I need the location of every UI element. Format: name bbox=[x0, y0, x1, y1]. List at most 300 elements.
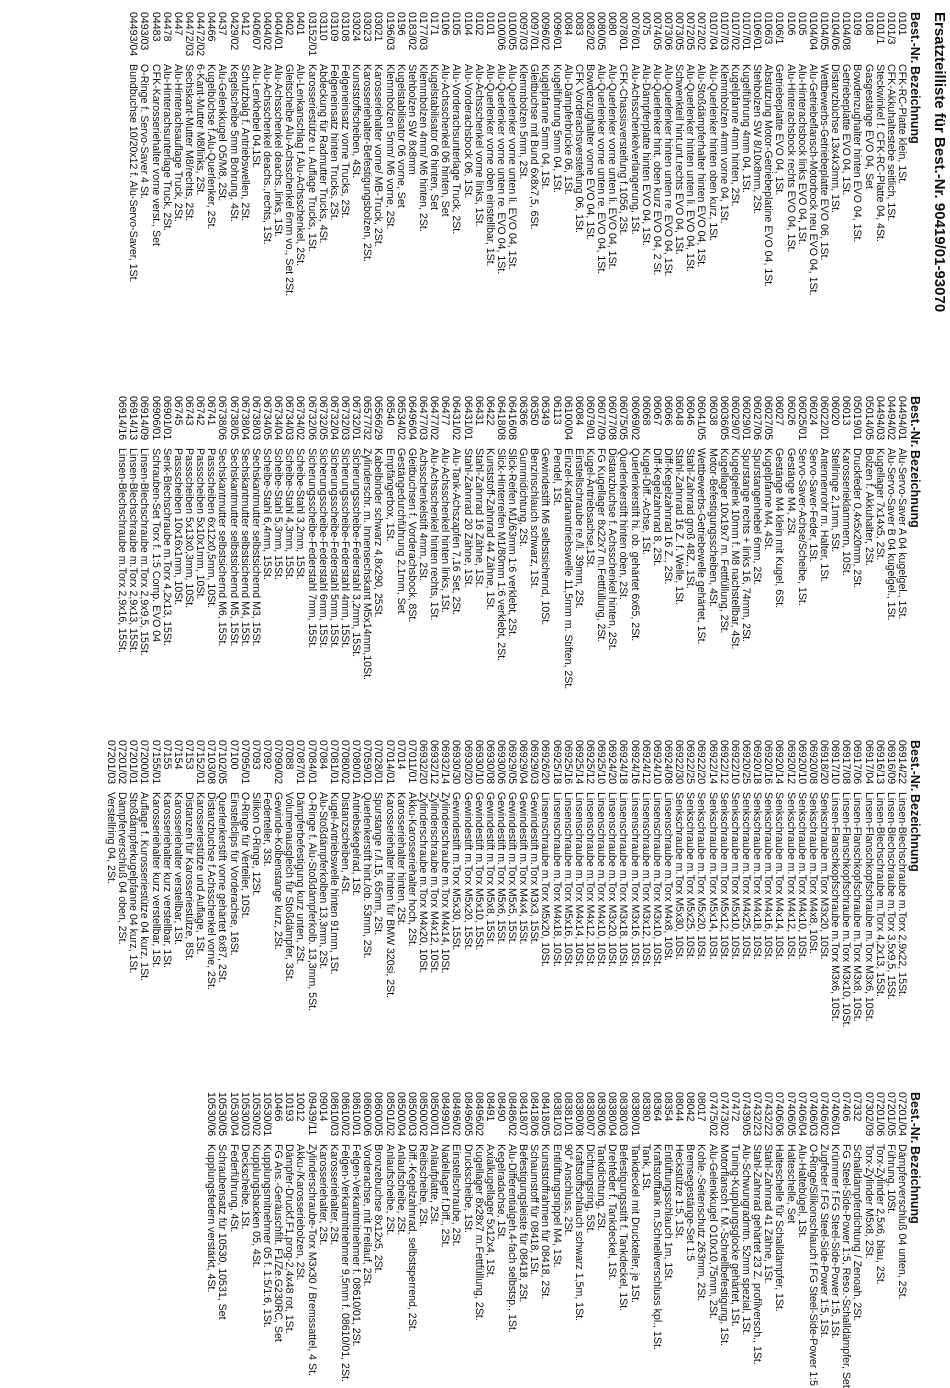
part-row bbox=[328, 12, 339, 296]
part-description: Axialkugellager 5x12x4, 1St. bbox=[483, 1144, 496, 1278]
part-description: Senkschraube m.Torx M5x30, 10St. bbox=[673, 792, 686, 960]
part-row bbox=[205, 396, 216, 689]
part-description: Diff.-Kegelzahnrad, selbstsperrend, 2St. bbox=[405, 1144, 418, 1332]
part-row bbox=[239, 12, 250, 296]
column-header bbox=[907, 396, 922, 689]
part-row bbox=[885, 12, 896, 296]
part-row bbox=[751, 740, 762, 1028]
part-row bbox=[740, 12, 751, 296]
header-description: Bezeichnung bbox=[908, 794, 922, 872]
part-number: 08610/03 bbox=[327, 1092, 340, 1137]
part-row bbox=[673, 396, 684, 689]
part-number: 06732/01 bbox=[350, 396, 363, 441]
part-row bbox=[283, 740, 294, 1028]
part-description: Federführung, 4St. bbox=[227, 1144, 240, 1233]
part-number: 0097/03 bbox=[517, 12, 530, 51]
part-number: 0106/1 bbox=[773, 12, 786, 45]
part-row bbox=[662, 740, 673, 1028]
part-row bbox=[317, 12, 328, 296]
part-number: 05019/01 bbox=[851, 396, 864, 441]
part-row bbox=[161, 740, 172, 1028]
part-number: 06929/04 bbox=[517, 740, 530, 785]
part-number: 06077/08 bbox=[606, 396, 619, 441]
part-row bbox=[383, 1092, 394, 1388]
part-description: Reibscheibe, 2St. bbox=[416, 1144, 429, 1228]
part-description: Alu-Hinterachsauflage Truck, 2St. bbox=[171, 64, 184, 222]
part-row bbox=[305, 396, 316, 689]
part-description: Karosserieklammern, 10St. bbox=[840, 448, 853, 576]
part-number: 0084 bbox=[561, 12, 574, 36]
part-number: 0104/04 bbox=[806, 12, 819, 51]
part-description: Sechskantmutter selbstsichernd M5, 15St. bbox=[227, 448, 240, 647]
part-row bbox=[417, 12, 428, 296]
part-row bbox=[161, 396, 172, 689]
part-description: Alu-Dämpferbrücke 06, 1St. bbox=[561, 64, 574, 195]
header-order-number: Best.-Nr. bbox=[908, 12, 922, 64]
part-row bbox=[294, 740, 305, 1028]
part-description: Anlaufplatte, 2St. bbox=[428, 1144, 441, 1225]
part-description: Karosseriehalter kurz verstellbar, 1St. bbox=[160, 792, 173, 969]
part-row bbox=[773, 740, 784, 1028]
part-row bbox=[250, 1092, 261, 1388]
part-description: Scheibe-Stahl 4,3mm, 15St. bbox=[283, 448, 296, 580]
part-number: 10530/02 bbox=[249, 1092, 262, 1137]
part-number: 06416/08 bbox=[506, 396, 519, 441]
part-number: 04472/03 bbox=[183, 12, 195, 57]
part-number: 07472 bbox=[728, 1092, 741, 1122]
part-number: 0097/01 bbox=[528, 12, 541, 51]
part-description: FG Ans.-Geräuschfilt. F1/Ze.G230RC, Set bbox=[272, 1144, 285, 1342]
part-description: Kugelpfanne M4, 4St. bbox=[762, 448, 775, 550]
part-row bbox=[495, 12, 506, 296]
part-number: 07302/09 bbox=[862, 1092, 875, 1137]
part-number: 06075/05 bbox=[617, 396, 630, 441]
part-description: Stahl-Zahnrad groß 48Z., 1St. bbox=[684, 448, 697, 589]
part-description: Karosseriehalter hinten, 2St. bbox=[394, 792, 407, 926]
part-description: Zylinderschraube-Torx M3x30 / Bremssattel, 4 St. bbox=[305, 1144, 318, 1376]
part-number: 0196 bbox=[394, 12, 407, 36]
part-row bbox=[172, 12, 183, 296]
part-number: 0107/02 bbox=[728, 12, 741, 51]
part-row bbox=[350, 12, 361, 296]
part-number: 0073/05 bbox=[673, 12, 686, 51]
part-number: 07406/06 bbox=[773, 1092, 786, 1137]
part-description: O-Ringe für Verteiler, 10St. bbox=[238, 792, 251, 919]
part-number: 06038 bbox=[706, 396, 719, 426]
part-number: 06914/09 bbox=[138, 396, 151, 441]
part-row bbox=[439, 396, 450, 689]
part-row bbox=[784, 1092, 795, 1388]
part-number: 08600/06 bbox=[361, 1092, 374, 1137]
part-description: Silikon O-Ringe, 12St. bbox=[249, 792, 262, 897]
part-description: Zylinderschraube m.Torx M4x14, 10St. bbox=[439, 792, 452, 974]
part-row bbox=[528, 396, 539, 689]
part-row bbox=[272, 12, 283, 296]
part-number: 0106/01 bbox=[751, 12, 764, 51]
part-row bbox=[784, 740, 795, 1028]
part-number: 07406/02 bbox=[818, 1092, 831, 1137]
part-description: Senkschraube m.Torx M4x10, 10St. bbox=[795, 792, 808, 960]
part-row bbox=[149, 396, 160, 689]
part-row bbox=[283, 12, 294, 296]
part-row bbox=[718, 1092, 729, 1388]
part-number: 06924/12 bbox=[639, 740, 652, 785]
part-row bbox=[862, 396, 873, 689]
part-description: Tank, 1St. bbox=[639, 1144, 652, 1192]
part-description: Distanzscheiben, 4St. bbox=[338, 792, 351, 895]
part-row bbox=[227, 396, 238, 689]
part-description: Linsenschraube m.Torx M5x16, 10St. bbox=[561, 792, 574, 967]
part-row bbox=[617, 396, 628, 689]
part-row bbox=[784, 396, 795, 689]
part-number: 0080/05 bbox=[595, 12, 608, 51]
part-row bbox=[339, 1092, 350, 1388]
part-description: Linsen-Blechschraube m.Torx 2,9x13, 15St. bbox=[127, 448, 140, 653]
part-description: Querlenkerstift hi. ob. gehärtet 6x65, 2St. bbox=[628, 448, 641, 642]
part-description: Alu-Querlenker hinten unten re. EVO 04, 1St. bbox=[662, 64, 675, 277]
part-description: Druckfeder 0,4x5x20mm, 2St. bbox=[851, 448, 864, 589]
part-description: Gewindestift m.Torx M5x6, 15St. bbox=[494, 792, 507, 945]
part-description: Sicherungsscheibe-Federstahl 6mm, 15St. bbox=[316, 448, 329, 649]
part-description: Alu-Achsschenkel hinten rechts, 1St. bbox=[428, 448, 441, 621]
part-number: 09439/11 bbox=[305, 1092, 318, 1136]
part-description: Führung, 10St. bbox=[884, 1144, 897, 1215]
part-row bbox=[740, 740, 751, 1028]
part-description: Stahl-Zahnrad gehärtet 23 Z. profilversch., 1St. bbox=[751, 1144, 764, 1365]
part-row bbox=[461, 740, 472, 1028]
part-description: Gleitbuchsen f. Vorderachsbock, 8St. bbox=[405, 448, 418, 623]
part-number: 06066 bbox=[662, 396, 675, 426]
part-row bbox=[851, 396, 862, 689]
part-row bbox=[539, 396, 550, 689]
part-description: Abstützung Motor-Getriebeplatine EVO 04, 1St. bbox=[762, 64, 775, 288]
part-number: 06026 bbox=[784, 396, 797, 426]
part-description: Zylinderschraube m.Torx M4x20, 10St. bbox=[416, 792, 429, 974]
part-row bbox=[105, 740, 116, 1028]
part-description: Felgeneinsatz vorne Trucks, 2St. bbox=[338, 64, 351, 219]
part-description: Linsen-Blechschraube m.Torx 2,9x9,5, 15St. bbox=[138, 448, 151, 656]
part-description: Servo-Saver-Feder, 1St. bbox=[806, 448, 819, 563]
part-row bbox=[439, 12, 450, 296]
part-description: Gestänge M4, 2St. bbox=[784, 448, 797, 537]
part-row bbox=[149, 12, 160, 296]
part-number: 06930/08 bbox=[483, 740, 496, 785]
part-number: 06734/02 bbox=[294, 396, 307, 441]
part-description: Getriebeplatte EVO 04, 1St. bbox=[773, 64, 786, 196]
part-row bbox=[473, 740, 484, 1028]
part-number: 0096/01 bbox=[550, 12, 563, 51]
part-description: Senk-Blechschraube m.Torx 4,2x13, 15St. bbox=[160, 448, 173, 646]
part-number: 0104/08 bbox=[840, 12, 853, 51]
part-description: Gewinde-Kolbenstange kurz, 2St. bbox=[272, 792, 285, 950]
part-description: Kugellager 7x14x5, 2St. bbox=[873, 448, 886, 561]
part-number: 07059/01 bbox=[361, 740, 374, 785]
part-number: 07152/01 bbox=[194, 740, 207, 785]
part-row bbox=[573, 396, 584, 689]
part-number: 10530/06 bbox=[205, 1092, 218, 1137]
part-row bbox=[339, 396, 350, 689]
part-number: 06924/16 bbox=[628, 740, 641, 785]
part-description: Felgen-Verkantmitnehmer f. 08610/01, 2St. bbox=[350, 1144, 363, 1347]
part-description: Einstellschraube re./li. 39mm, 2St. bbox=[572, 448, 585, 609]
part-row bbox=[729, 12, 740, 296]
part-row bbox=[818, 740, 829, 1028]
part-description: Senkschraube m.Torx M3x20, 10St. bbox=[818, 792, 831, 960]
part-row bbox=[305, 12, 316, 296]
part-number: 06922/20 bbox=[695, 740, 708, 785]
part-description: Bolzen f. Akkuhalter, 2St. bbox=[862, 448, 875, 566]
part-number: 0074/05 bbox=[650, 12, 663, 51]
part-description: Alu-Servo-Saver B 04 kugelgel., 1St. bbox=[884, 448, 897, 621]
part-description: Alu-Achsschenkel 06 hinten, Set bbox=[439, 64, 452, 217]
part-description: Einzel-Kardanantriebswelle 11,5mm m. Stiften, 2St. bbox=[561, 448, 574, 690]
part-description: Kugelgelenk 10mm f. M8 nachstellbar, 4St. bbox=[728, 448, 741, 650]
part-number: 08381/01 bbox=[561, 1092, 574, 1137]
part-description: Alu-Getriebeflansch-Motorbock neu EVO 04, 1St. bbox=[806, 64, 819, 296]
part-row bbox=[428, 396, 439, 689]
part-number: 07201/03 bbox=[105, 740, 118, 785]
part-row bbox=[651, 740, 662, 1028]
part-number: 07475/02 bbox=[706, 1092, 719, 1137]
part-row bbox=[595, 740, 606, 1028]
part-description: Senkschraube m.Torx M5x14, 10St. bbox=[706, 792, 719, 960]
part-row bbox=[651, 396, 662, 689]
part-row bbox=[450, 12, 461, 296]
part-row bbox=[461, 12, 472, 296]
part-number: 0404/01 bbox=[272, 12, 285, 51]
part-description: Tuning-Kupplungsglocke gehärtet, 1St. bbox=[728, 1144, 741, 1327]
part-number: 07201/04 bbox=[896, 1092, 908, 1137]
part-number: 0171 bbox=[428, 12, 441, 36]
part-number: 07473/02 bbox=[717, 1092, 730, 1137]
part-row bbox=[194, 740, 205, 1028]
part-description: Kegelscheibe 5mm Bohrung, 4St. bbox=[227, 64, 240, 222]
part-row bbox=[261, 396, 272, 689]
part-number: 06027/05 bbox=[762, 396, 775, 441]
header-description: Bezeichnung bbox=[908, 66, 922, 144]
part-row bbox=[372, 740, 383, 1028]
part-description: Kupplungsmitnehmer 05 f. 1:5/1:6, 1St. bbox=[260, 1144, 273, 1328]
part-number: 08380 bbox=[639, 1092, 652, 1122]
part-description: Stehbolzen SW 8x8mm bbox=[405, 64, 418, 175]
part-row bbox=[885, 396, 896, 689]
part-description: Antennenrohr m. Halter, 1St. bbox=[818, 448, 831, 583]
part-row bbox=[138, 740, 149, 1028]
header-description: Bezeichnung bbox=[908, 1146, 922, 1224]
part-description: Stehbolzen SW 8/10x8mm, 2St. bbox=[751, 64, 764, 215]
part-description: Kunststoffscheiben, 4St. bbox=[350, 64, 363, 179]
part-number: 0072/05 bbox=[684, 12, 697, 51]
part-description: Senkschraube m.Torx M4x14, 10St. bbox=[773, 792, 786, 960]
part-number: 06922/14 bbox=[706, 740, 719, 785]
part-row bbox=[628, 1092, 639, 1388]
part-number: 06932/14 bbox=[439, 740, 452, 785]
part-description: Gewindestift m.Torx M5x20, 15St. bbox=[461, 792, 474, 951]
part-description: Querlenkerstift vorne gehärtet 6x87, 2St. bbox=[216, 792, 229, 983]
part-number: 06020 bbox=[829, 396, 842, 426]
part-description: Torx-Zylinder 2,5x6, blau, 2St. bbox=[873, 1144, 886, 1285]
part-number: 07080/02 bbox=[338, 740, 351, 785]
part-row bbox=[250, 396, 261, 689]
part-row bbox=[506, 12, 517, 296]
part-number: 07028/01 bbox=[372, 740, 385, 785]
part-number: 0447 bbox=[171, 12, 184, 36]
part-row bbox=[517, 12, 528, 296]
part-description: O-Ringe f. Servo-Saver 4 St. bbox=[138, 64, 151, 199]
part-description: Alu-Hinterachsbock links EVO 04, 1St. bbox=[795, 64, 808, 245]
part-row bbox=[640, 12, 651, 296]
part-row bbox=[562, 740, 573, 1028]
part-number: 07014/01 bbox=[383, 740, 396, 785]
part-number: 0104/06 bbox=[829, 12, 842, 51]
part-row bbox=[495, 740, 506, 1028]
part-description: Motorflansch f. M.-Schnellbefestigung, 1St. bbox=[717, 1144, 730, 1346]
part-number: 09014 bbox=[316, 1092, 329, 1122]
part-row bbox=[807, 12, 818, 296]
part-number: 06926/20 bbox=[539, 740, 552, 785]
part-number: 06920/16 bbox=[762, 740, 775, 785]
part-row bbox=[628, 12, 639, 296]
part-number: 06422 bbox=[483, 396, 496, 426]
part-number: 0101 bbox=[896, 12, 908, 36]
part-number: 06566/29 bbox=[372, 396, 385, 441]
part-row bbox=[662, 1092, 673, 1388]
part-row bbox=[361, 396, 372, 689]
part-number: 0177/03 bbox=[416, 12, 429, 51]
part-description: Linsen-Blechschraube m.Torx 2,9x22, 15St. bbox=[896, 792, 908, 997]
part-number: 06930/06 bbox=[494, 740, 507, 785]
part-number: 06924/08 bbox=[662, 740, 675, 785]
part-row bbox=[751, 396, 762, 689]
part-description: Kugelführung 4mm 04, 1St. bbox=[740, 64, 753, 193]
part-description: CFK-RC-Platte klein, 1St. bbox=[896, 64, 908, 185]
part-description: Servo-Saver-Achse/Scheibe, 1St. bbox=[795, 448, 808, 606]
part-row bbox=[395, 396, 406, 689]
part-description: Kugelpfanne 4mm hinten, 2St. bbox=[728, 64, 741, 207]
part-number: 07200/01 bbox=[138, 740, 151, 785]
part-row bbox=[194, 12, 205, 296]
part-description: Passscheiben 5x13x0,3mm, 10St. bbox=[183, 448, 195, 609]
part-description: Sicherungsscheibe-Federstahl 4mm, 15St. bbox=[338, 448, 351, 649]
part-description: Gewindestift m.Torx M4x4, 15St. bbox=[517, 792, 530, 945]
part-row bbox=[662, 396, 673, 689]
part-description: Kugel-Antriebsachse,1St. bbox=[584, 448, 597, 568]
part-description: Alu-Querlenker hint. oben kurz EVO 04, 2 St. bbox=[650, 64, 663, 276]
part-row bbox=[551, 740, 562, 1028]
part-description: Gummidichtung, 2St. bbox=[517, 448, 530, 547]
part-description: Kabelbinder schwarz 4,8x290, 25St. bbox=[372, 448, 385, 618]
part-number: 04478 bbox=[160, 12, 173, 42]
part-row bbox=[896, 396, 907, 689]
part-row bbox=[573, 1092, 584, 1388]
part-number: 03108 bbox=[338, 12, 351, 42]
part-row bbox=[250, 12, 261, 296]
part-number: 0100/05 bbox=[506, 12, 519, 51]
part-description: Scheibe-Stahl 6,4mm, 15St. bbox=[260, 448, 273, 580]
part-number: 06041/05 bbox=[695, 396, 708, 441]
part-number: 08418/06 bbox=[528, 1092, 541, 1137]
part-row bbox=[762, 12, 773, 296]
part-number: 07153 bbox=[183, 740, 195, 770]
part-number: 06079/01 bbox=[584, 396, 597, 441]
part-row bbox=[528, 1092, 539, 1388]
part-number: 08354 bbox=[662, 1092, 675, 1122]
part-description: Zylinderschr. m. Innensechskant M5x14mm,10St. bbox=[361, 448, 374, 680]
part-number: 07406/03 bbox=[806, 1092, 819, 1137]
part-row bbox=[628, 740, 639, 1028]
part-number: 06431 bbox=[472, 396, 485, 426]
part-row bbox=[874, 740, 885, 1028]
part-row bbox=[807, 740, 818, 1028]
part-row bbox=[283, 1092, 294, 1388]
part-row bbox=[706, 12, 717, 296]
part-description: Befestigungsleiste für 08418, 2St. bbox=[517, 1144, 530, 1303]
part-description: Pendel, 1St. bbox=[550, 448, 563, 506]
part-row bbox=[406, 740, 417, 1028]
part-description: Senkschraube m.Torx M5x20, 10St. bbox=[695, 792, 708, 960]
part-number: 06922/30 bbox=[673, 740, 686, 785]
part-number: 0096/02 bbox=[539, 12, 552, 51]
part-number: 06418/08 bbox=[494, 396, 507, 441]
part-description: Kraftstoffschlauch schwarz 1,5m, 1St. bbox=[572, 1144, 585, 1322]
part-description: Kupplungsbacken 05, 4St. bbox=[249, 1144, 262, 1268]
part-number: 06077/09 bbox=[595, 396, 608, 441]
part-row bbox=[406, 396, 417, 689]
part-number: 06917/08 bbox=[840, 740, 853, 785]
part-row bbox=[484, 12, 495, 296]
part-description: Linsen-Flanschkopfschraube m.Torx M3x6, 10St. bbox=[829, 792, 842, 1022]
part-row bbox=[372, 396, 383, 689]
part-row bbox=[695, 1092, 706, 1388]
part-number: 08486/02 bbox=[506, 1092, 519, 1137]
part-number: 06738/05 bbox=[227, 396, 240, 441]
part-description: Motor-Befestigungsscheiben, 4St. bbox=[706, 448, 719, 607]
part-description: Alu-Differentialgeh.4-fach selbstsp., 1St. bbox=[506, 1144, 519, 1333]
part-description: Alu-Querlenker vorne unten li. EVO 04, 1St. bbox=[506, 64, 519, 270]
part-row bbox=[840, 740, 851, 1028]
part-number: 06577/32 bbox=[361, 396, 374, 441]
part-row bbox=[862, 12, 873, 296]
part-number: 03021 bbox=[372, 12, 385, 42]
part-description: Scheibe-Stahl 3,2mm, 15St. bbox=[294, 448, 307, 580]
part-row bbox=[840, 1092, 851, 1388]
part-row bbox=[684, 1092, 695, 1388]
part-number: 06540 bbox=[383, 396, 396, 426]
part-number: 06738/03 bbox=[249, 396, 262, 441]
part-row bbox=[562, 396, 573, 689]
part-description: Stoßdämpferkugelpfanne 04 kurz, 1St. bbox=[127, 792, 140, 974]
part-row bbox=[484, 740, 495, 1028]
part-row bbox=[227, 12, 238, 296]
part-row bbox=[551, 12, 562, 296]
part-row bbox=[874, 396, 885, 689]
part-description: Akku-/Karosseriebolzen, 2St. bbox=[294, 1144, 307, 1281]
part-number: 07102/05 bbox=[216, 740, 229, 785]
part-row bbox=[829, 12, 840, 296]
part-number: 08380/01 bbox=[628, 1092, 641, 1137]
part-description: Kugellager 10x19x7 m. Fettfüllung, 2St. bbox=[717, 448, 730, 634]
part-number: 0082/02 bbox=[584, 12, 597, 51]
part-row bbox=[595, 12, 606, 296]
part-number: 06925/10 bbox=[595, 740, 608, 785]
part-row bbox=[250, 740, 261, 1028]
header-order-number: Best.-Nr. bbox=[908, 740, 922, 792]
part-row bbox=[317, 1092, 328, 1388]
part-number: 06022/01 bbox=[818, 396, 831, 441]
part-description: Drehfeder f. Tankdeckel, 1St. bbox=[606, 1144, 619, 1281]
part-row bbox=[773, 12, 784, 296]
part-description: Linsenschraube m.Torx M4x14, 10St. bbox=[572, 792, 585, 967]
